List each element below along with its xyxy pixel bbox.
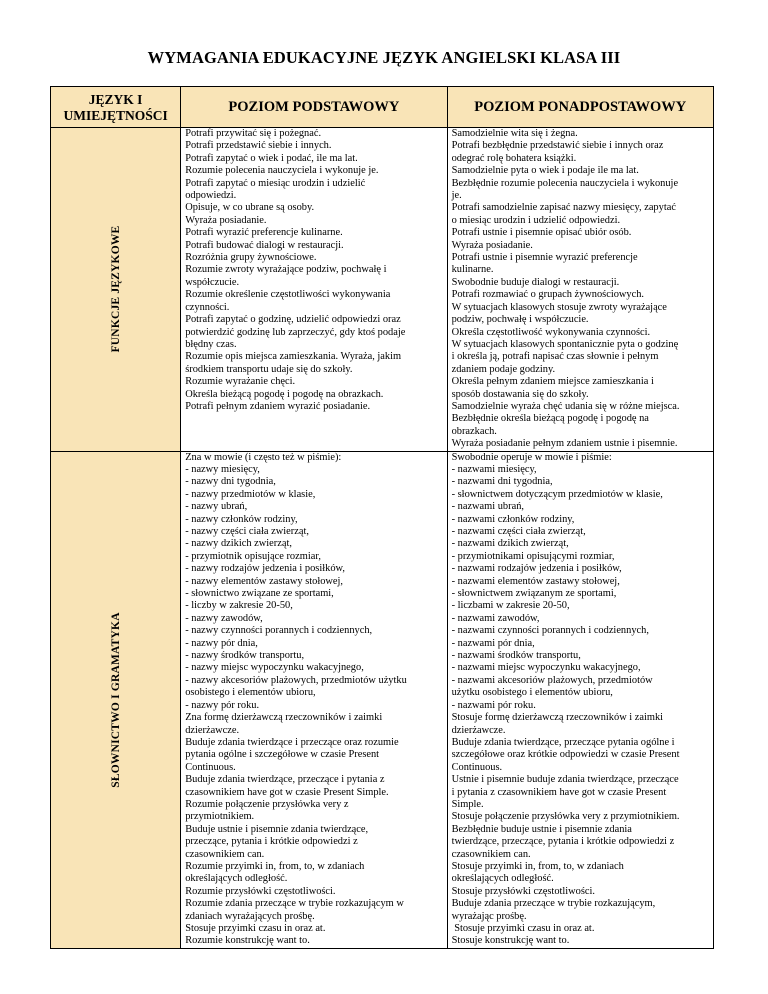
- text-line: Stosuje przyimki czasu in oraz at.: [451, 923, 595, 934]
- text-line: Stosuje przysłówki częstotliwości.: [451, 885, 596, 897]
- text-line: czynności.: [185, 301, 230, 313]
- text-line: Potrafi ustnie i pisemnie opisać ubiór osób.: [451, 227, 632, 239]
- requirements-table: [50, 86, 714, 949]
- text-line: Potrafi samodzielnie zapisać nazwy miesięcy, zapytać: [451, 202, 676, 214]
- text-line: czasownikiem have got w czasie Present Simple.: [185, 786, 389, 798]
- text-line: - nazwami akcesoriów plażowych, przedmiotów: [451, 674, 653, 686]
- text-line: Simple.: [451, 798, 484, 810]
- text-line: użytku osobistego i elementów ubioru,: [451, 687, 613, 699]
- text-line: Rozróżnia grupy żywnościowe.: [185, 252, 317, 264]
- text-line: - nazwami czynności porannych i codziennych,: [451, 625, 649, 637]
- text-line: Buduje zdania twierdzące, przeczące i pytania z: [185, 774, 385, 786]
- text-line: Określa bieżącą pogodę i pogodę na obrazkach.: [185, 388, 384, 400]
- text-line: czasownikiem can.: [451, 848, 531, 860]
- text-line: współczucie.: [185, 276, 240, 288]
- text-line: Rozumie zwroty wyrażające podziw, pochwałę i: [185, 264, 387, 276]
- text-line: Swobodnie operuje w mowie i piśmie:: [451, 451, 612, 463]
- text-line: Zna w mowie (i często też w piśmie):: [185, 451, 342, 463]
- text-line: o miesiąc urodzin i udzielić odpowiedzi.: [451, 214, 621, 226]
- text-line: Potrafi rozmawiać o grupach żywnościowych.: [451, 289, 645, 301]
- text-line: Rozumie określenie częstotliwości wykonywania: [185, 289, 391, 301]
- text-line: W sytuacjach klasowych stosuje zwroty wyrażające: [451, 301, 667, 313]
- text-line: potwierdzić godzinę lub zaprzeczyć, gdy ktoś podaje: [185, 326, 406, 338]
- advanced-requirements-cell: [447, 128, 713, 452]
- text-line: Potrafi pełnym zdaniem wyrazić posiadanie.: [185, 400, 371, 412]
- text-line: - nazwy miesięcy,: [185, 463, 260, 475]
- text-line: Zna formę dzierżawczą rzeczowników i zaimki: [185, 712, 383, 724]
- text-line: Bezbłędnie określa bieżącą pogodę i pogodę na: [451, 413, 649, 425]
- text-line: Potrafi zapytać o miesiąc urodzin i udzielić: [185, 177, 366, 189]
- text-line: - nazwami pór dnia,: [451, 637, 535, 649]
- text-line: - liczbami w zakresie 20-50,: [451, 600, 570, 612]
- text-line: - nazwami rodzajów jedzenia i posiłków,: [451, 563, 622, 575]
- text-line: - nazwy elementów zastawy stołowej,: [185, 575, 344, 587]
- text-line: - nazwami pór roku.: [451, 699, 536, 711]
- row-language-functions: [51, 128, 714, 452]
- text-line: i określa ją, potrafi napisać czas słownie i pełnym: [451, 351, 659, 363]
- text-line: - nazwy pór roku.: [185, 699, 260, 711]
- text-line: środkiem transportu udaje się do szkoły.: [185, 363, 353, 375]
- text-line: szczegółowe oraz krótkie odpowiedzi w czasie Present: [451, 749, 680, 761]
- text-line: przeczące, pytania i krótkie odpowiedzi z: [185, 836, 358, 848]
- header-row: [51, 87, 714, 128]
- text-line: - nazwami ubrań,: [451, 501, 524, 513]
- text-line: Rozumie wyrażanie chęci.: [185, 376, 296, 388]
- text-line: - nazwy miejsc wypoczynku wakacyjnego,: [185, 662, 364, 674]
- text-line: odegrać rolę bohatera książki.: [451, 152, 577, 164]
- text-line: - nazwami dni tygodnia,: [451, 476, 553, 488]
- text-line: - nazwami elementów zastawy stołowej,: [451, 575, 620, 587]
- text-line: Rozumie konstrukcję want to.: [185, 935, 310, 947]
- text-line: - nazwami członków rodziny,: [451, 513, 575, 525]
- category-label: SŁOWNICTWO I GRAMATYKA: [109, 611, 122, 788]
- category-cell: [51, 128, 181, 452]
- category-cell: [51, 451, 181, 948]
- text-line: - nazwami środków transportu,: [451, 650, 581, 662]
- text-line: obrazkach.: [451, 425, 497, 437]
- text-line: zdaniem podaje godziny.: [451, 363, 556, 375]
- text-line: kulinarne.: [451, 264, 494, 276]
- text-line: - nazwami miejsc wypoczynku wakacyjnego,: [451, 662, 641, 674]
- text-line: Stosuje połączenie przysłówka very z przymiotnikiem.: [451, 811, 680, 823]
- text-line: czasownikiem can.: [185, 848, 265, 860]
- text-line: wyrażając prośbę.: [451, 910, 527, 922]
- text-line: Stosuje formę dzierżawczą rzeczowników i zaimki: [451, 712, 664, 724]
- text-line: - nazwy czynności porannych i codziennych,: [185, 625, 373, 637]
- text-line: Potrafi wyrazić preferencje kulinarne.: [185, 227, 343, 239]
- text-line: - nazwami miesięcy,: [451, 463, 537, 475]
- text-line: określających odległość.: [451, 873, 554, 885]
- text-line: pytania ogólne i szczegółowe w czasie Present: [185, 749, 380, 761]
- text-line: odpowiedzi.: [185, 190, 237, 202]
- text-line: dzierżawcze.: [451, 724, 506, 736]
- text-line: - nazwy dzikich zwierząt,: [185, 538, 292, 550]
- text-line: osobistego i elementów ubioru,: [185, 687, 316, 699]
- text-line: Potrafi przywitać się i pożegnać.: [185, 128, 322, 139]
- row-vocabulary-grammar: [51, 451, 714, 948]
- text-line: - nazwy części ciała zwierząt,: [185, 526, 309, 537]
- text-line: - nazwami zawodów,: [451, 612, 540, 624]
- text-line: Wyraża posiadanie pełnym zdaniem ustnie i pisemnie.: [451, 438, 678, 450]
- text-line: - nazwy pór dnia,: [185, 637, 258, 649]
- text-line: Określa pełnym zdaniem miejsce zamieszkania i: [451, 376, 654, 388]
- text-line: Rozumie opis miejsca zamieszkania. Wyraża, jakim: [185, 351, 402, 363]
- text-line: Continuous.: [185, 761, 236, 773]
- text-line: Określa częstotliwość wykonywania czynności.: [451, 326, 651, 338]
- text-line: Bezbłędnie buduje ustnie i pisemnie zdania: [451, 823, 632, 835]
- text-line: określających odległość.: [185, 873, 288, 885]
- text-line: Wyraża posiadanie.: [451, 239, 533, 251]
- text-line: zdaniach wyrażających prośbę.: [185, 910, 315, 922]
- text-line: sposób dostawania się do szkoły.: [451, 388, 589, 400]
- advanced-requirements-cell: [447, 451, 713, 948]
- text-line: - słownictwo związane ze sportami,: [185, 588, 334, 600]
- text-line: W sytuacjach klasowych spontanicznie pyta o godzinę: [451, 338, 679, 350]
- basic-requirements-cell: [181, 451, 447, 948]
- text-line: przymiotnikiem.: [185, 811, 255, 823]
- text-line: podziw, pochwałę i współczucie.: [451, 314, 589, 326]
- text-line: - nazwy członków rodziny,: [185, 513, 298, 525]
- text-line: - nazwy dni tygodnia,: [185, 476, 276, 488]
- text-line: Ustnie i pisemnie buduje zdania twierdzące, przeczące: [451, 774, 679, 786]
- text-line: - liczby w zakresie 20-50,: [185, 600, 293, 612]
- text-line: Buduje zdania przeczące w trybie rozkazującym,: [451, 898, 656, 910]
- text-line: Rozumie polecenia nauczyciela i wykonuje je.: [185, 165, 379, 177]
- text-line: Potrafi przedstawić siebie i innych.: [185, 140, 332, 152]
- text-line: Potrafi budować dialogi w restauracji.: [185, 239, 344, 251]
- text-line: dzierżawcze.: [185, 724, 240, 736]
- text-line: - nazwy przedmiotów w klasie,: [185, 488, 316, 500]
- text-line: Samodzielnie pyta o wiek i podaje ile ma lat.: [451, 165, 639, 177]
- text-line: Bezbłędnie rozumie polecenia nauczyciela i wykonuje: [451, 177, 679, 189]
- text-line: Potrafi zapytać o wiek i podać, ile ma lat.: [185, 152, 358, 164]
- text-line: Stosuje konstrukcję want to.: [451, 935, 570, 947]
- text-line: Buduje zdania twierdzące i przeczące oraz rozumie: [185, 736, 399, 748]
- text-line: - nazwy środków transportu,: [185, 650, 305, 662]
- text-line: Potrafi ustnie i pisemnie wyrazić preferencje: [451, 252, 638, 264]
- text-line: błędny czas.: [185, 338, 237, 350]
- text-line: Stosuje przyimki in, from, to, w zdaniach: [451, 860, 624, 872]
- text-line: - nazwy akcesoriów plażowych, przedmiotów użytku: [185, 674, 407, 686]
- text-line: Potrafi zapytać o godzinę, udzielić odpowiedzi oraz: [185, 314, 401, 326]
- text-line: Opisuje, w co ubrane są osoby.: [185, 202, 315, 214]
- basic-requirements-cell: [181, 128, 447, 452]
- category-label: FUNKCJE JĘZYKOWE: [109, 225, 122, 353]
- text-line: i pytania z czasownikiem have got w czasie Present: [451, 786, 667, 798]
- text-line: je.: [451, 190, 462, 202]
- header-advanced-level: POZIOM PONADPOSTAWOWY: [447, 87, 713, 128]
- text-line: twierdzące, przeczące, pytania i krótkie odpowiedzi z: [451, 836, 675, 848]
- text-line: Continuous.: [451, 761, 503, 773]
- text-line: Wyraża posiadanie.: [185, 214, 267, 226]
- text-line: Swobodnie buduje dialogi w restauracji.: [451, 276, 620, 288]
- text-line: - nazwy ubrań,: [185, 501, 248, 513]
- text-line: Rozumie przysłówki częstotliwości.: [185, 885, 336, 897]
- text-line: - nazwami dzikich zwierząt,: [451, 538, 569, 550]
- text-line: - słownictwem związanym ze sportami,: [451, 588, 617, 600]
- document-title: WYMAGANIA EDUKACYJNE JĘZYK ANGIELSKI KLASA III: [147, 48, 621, 67]
- text-line: - przymiotnik opisujące rozmiar,: [185, 550, 321, 562]
- text-line: Rozumie połączenie przysłówka very z: [185, 798, 349, 810]
- text-line: Samodzielnie wyraża chęć udania się w różne miejsca.: [451, 400, 680, 412]
- text-line: Potrafi bezbłędnie przedstawić siebie i innych oraz: [451, 140, 664, 152]
- text-line: Rozumie zdania przeczące w trybie rozkazującym w: [185, 898, 404, 910]
- text-line: - przymiotnikami opisującymi rozmiar,: [451, 550, 615, 562]
- text-line: Samodzielnie wita się i żegna.: [451, 128, 578, 139]
- text-line: Stosuje przyimki czasu in oraz at.: [185, 923, 326, 934]
- text-line: Rozumie przyimki in, from, to, w zdaniach: [185, 860, 365, 872]
- text-line: - nazwy zawodów,: [185, 612, 263, 624]
- text-line: Buduje zdania twierdzące, przeczące pytania ogólne i: [451, 736, 675, 748]
- text-line: - nazwy rodzajów jedzenia i posiłków,: [185, 563, 345, 575]
- header-corner: JĘZYK I UMIEJĘTNOŚCI: [51, 87, 181, 128]
- text-line: - słownictwem dotyczącym przedmiotów w klasie,: [451, 488, 663, 500]
- header-basic-level: POZIOM PODSTAWOWY: [181, 87, 447, 128]
- text-line: - nazwami części ciała zwierząt,: [451, 526, 586, 537]
- text-line: Buduje ustnie i pisemnie zdania twierdzące,: [185, 823, 369, 835]
